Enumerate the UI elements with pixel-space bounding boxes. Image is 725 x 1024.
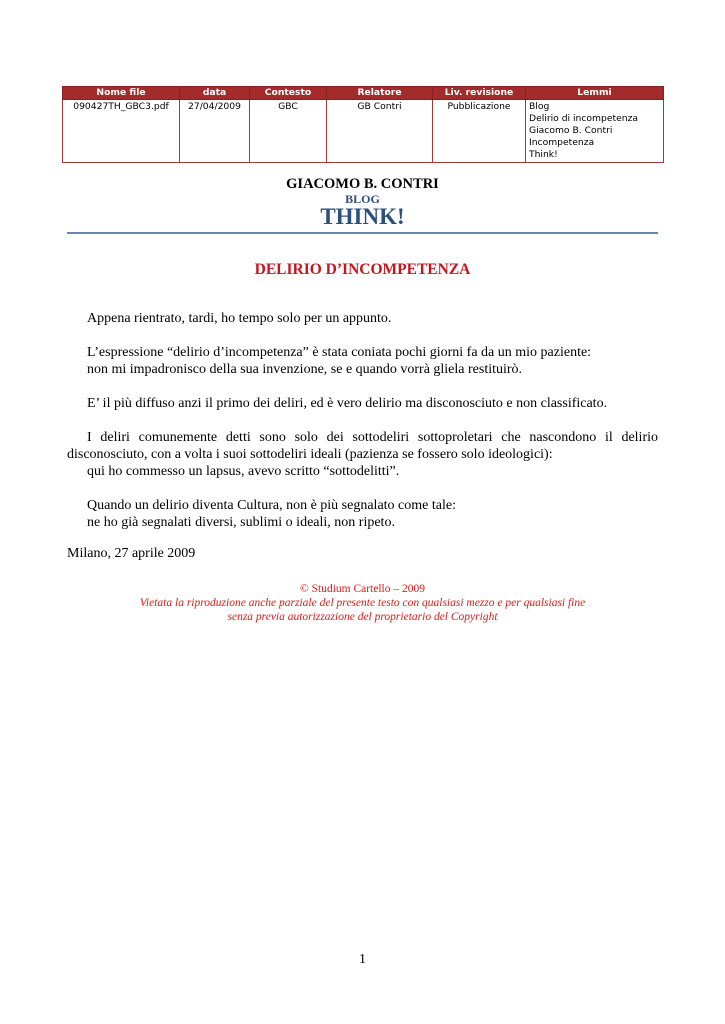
blog-label: BLOG xyxy=(345,192,380,206)
header-relatore: Relatore xyxy=(327,87,433,100)
author-name: GIACOMO B. CONTRI xyxy=(286,176,439,192)
cell-liv-revisione: Pubblicazione xyxy=(433,100,526,163)
paragraph-3-text: E’ il più diffuso anzi il primo dei deliri, ed è vero delirio ma disconosciuto e non classificato. xyxy=(87,396,608,411)
header-liv-revisione: Liv. revisione xyxy=(433,87,526,100)
copyright-notice-line-2: senza previa autorizzazione del proprietario del Copyright xyxy=(227,611,498,623)
cell-nome-file: 090427TH_GBC3.pdf xyxy=(63,100,180,163)
paragraph-5-line-2: ne ho già segnalati diversi, sublimi o ideali, non ripeto. xyxy=(87,515,395,530)
lemma-item: Blog xyxy=(529,101,550,112)
metadata-header-row xyxy=(63,87,664,100)
paragraph-5 xyxy=(67,497,658,531)
copyright-line: © Studium Cartello – 2009 xyxy=(299,583,425,595)
blog-title: THINK! xyxy=(320,204,405,229)
lemma-item: Delirio di incompetenza xyxy=(529,113,639,124)
paragraph-3 xyxy=(67,395,658,412)
paragraph-4 xyxy=(67,429,658,480)
header-divider xyxy=(67,232,658,234)
lemma-item: Incompetenza xyxy=(529,137,595,148)
cell-relatore: GB Contri xyxy=(327,100,433,163)
cell-contesto: GBC xyxy=(250,100,327,163)
paragraph-2-line-2: non mi impadronisco della sua invenzione, se e quando vorrà gliela restituirò. xyxy=(87,362,523,377)
article-title: DELIRIO D’INCOMPETENZA xyxy=(254,261,471,278)
paragraph-1-text: Appena rientrato, tardi, ho tempo solo per un appunto. xyxy=(87,311,392,326)
header-data: data xyxy=(180,87,250,100)
paragraph-4-main: I deliri comunemente detti sono solo dei sottodeliri sottoproletari che nascondono il delirio disconosciuto, con a volta i suoi sottodeliri ideali (pazienza se fossero solo ideologici): xyxy=(67,430,658,462)
header-lemmi: Lemmi xyxy=(526,87,664,100)
paragraph-2 xyxy=(67,344,658,378)
lemma-item: Think! xyxy=(529,149,558,160)
header-nome-file: Nome file xyxy=(63,87,180,100)
document-metadata-table xyxy=(62,86,664,163)
metadata-row xyxy=(63,100,664,163)
copyright-notice-line-1: Vietata la riproduzione anche parziale del presente testo con qualsiasi mezzo e per qualsiasi fine xyxy=(139,597,586,609)
cell-lemmi xyxy=(526,100,664,163)
cell-data: 27/04/2009 xyxy=(180,100,250,163)
paragraph-4-line-2: qui ho commesso un lapsus, avevo scritto “sottodelitti”. xyxy=(87,464,400,479)
page-number: 1 xyxy=(359,952,366,967)
paragraph-5-line-1: Quando un delirio diventa Cultura, non è più segnalato come tale: xyxy=(87,498,456,513)
copyright-block xyxy=(0,582,725,624)
paragraph-1 xyxy=(67,310,658,327)
signature-text: Milano, 27 aprile 2009 xyxy=(67,546,196,561)
header-contesto: Contesto xyxy=(250,87,327,100)
paragraph-2-line-1: L’espressione “delirio d’incompetenza” è stata coniata pochi giorni fa da un mio paziente: xyxy=(87,345,592,360)
signature xyxy=(67,545,658,562)
lemma-item: Giacomo B. Contri xyxy=(529,125,613,136)
